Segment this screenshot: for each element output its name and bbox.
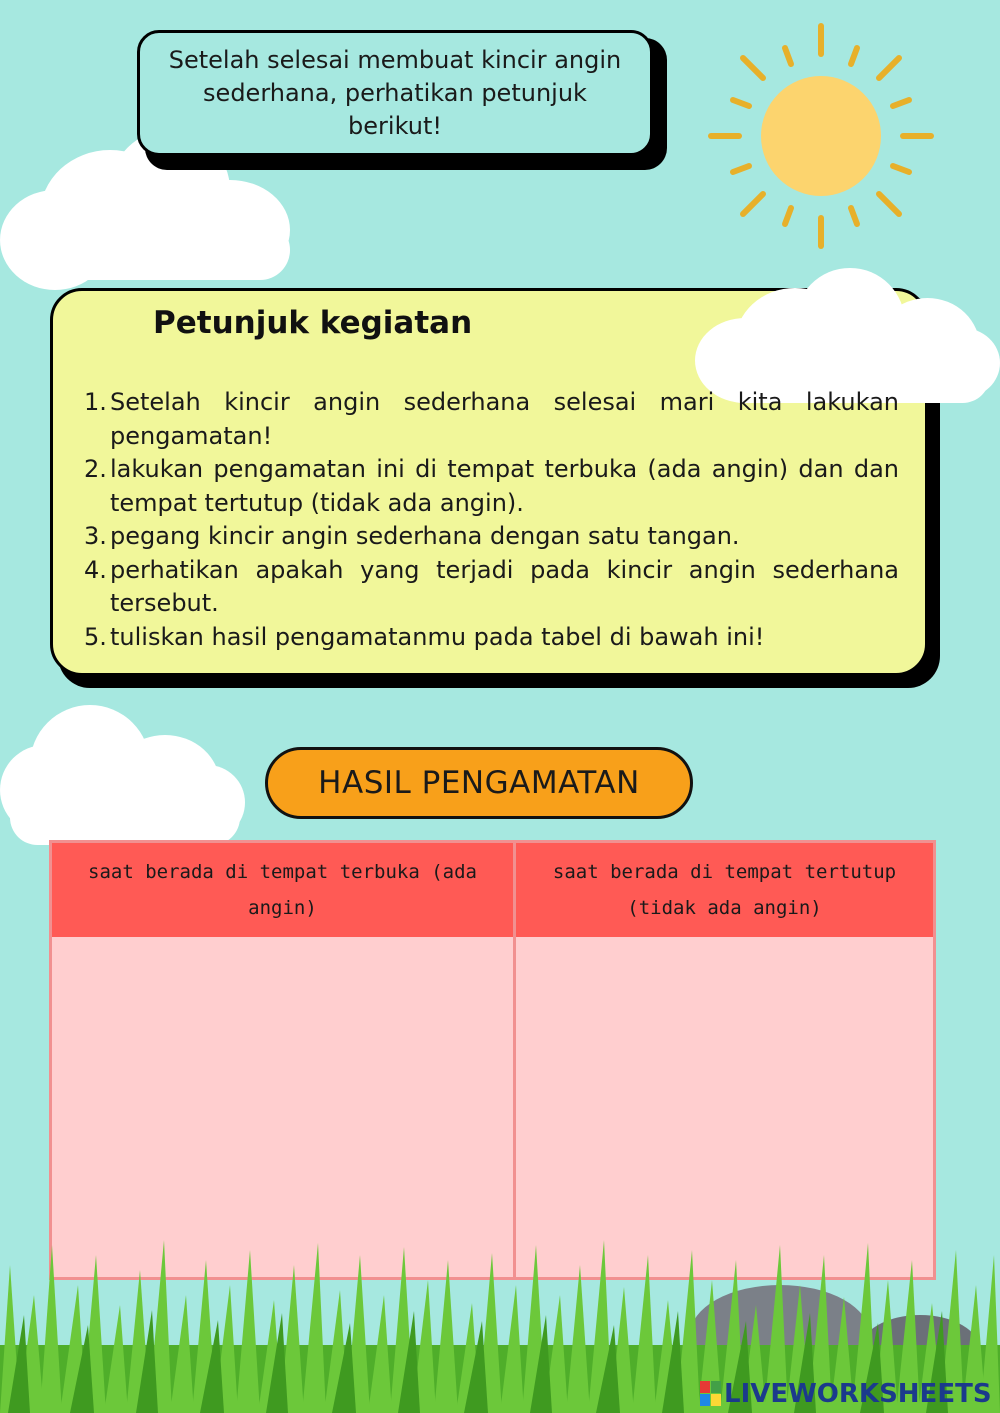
table-header-closed-place: saat berada di tempat tertutup (tidak ada angin) <box>516 843 933 937</box>
list-item: 1. Setelah kincir angin sederhana selesai mari kita lakukan pengamatan! <box>84 388 899 450</box>
results-table <box>49 840 936 1280</box>
cloud-right <box>695 268 1000 403</box>
results-title-pill <box>265 747 693 819</box>
sun-icon <box>705 20 937 252</box>
table-header-open-place: saat berada di tempat terbuka (ada angin) <box>52 843 513 937</box>
list-item: 4. perhatikan apakah yang terjadi pada kincir angin sederhana tersebut. <box>84 555 899 617</box>
liveworksheets-logo-icon <box>700 1381 722 1407</box>
intro-box <box>137 30 653 156</box>
watermark-text: LIVEWORKSHEETS <box>724 1379 992 1409</box>
results-title: HASIL PENGAMATAN <box>318 765 640 801</box>
list-item: 5. tuliskan hasil pengamatanmu pada tabel di bawah ini! <box>84 622 765 651</box>
intro-text: Setelah selesai membuat kincir angin sederhana, perhatikan petunjuk berikut! <box>168 45 622 140</box>
instructions-title: Petunjuk kegiatan <box>153 305 473 341</box>
list-item: 3. pegang kincir angin sederhana dengan satu tangan. <box>84 522 740 550</box>
list-item: 2. lakukan pengamatan ini di tempat terbuka (ada angin) dan dan tempat tertutup (tidak ada angin). <box>84 455 899 517</box>
instructions-list <box>84 386 899 654</box>
cloud-left-bottom <box>0 705 245 850</box>
liveworksheets-watermark <box>700 1377 992 1411</box>
